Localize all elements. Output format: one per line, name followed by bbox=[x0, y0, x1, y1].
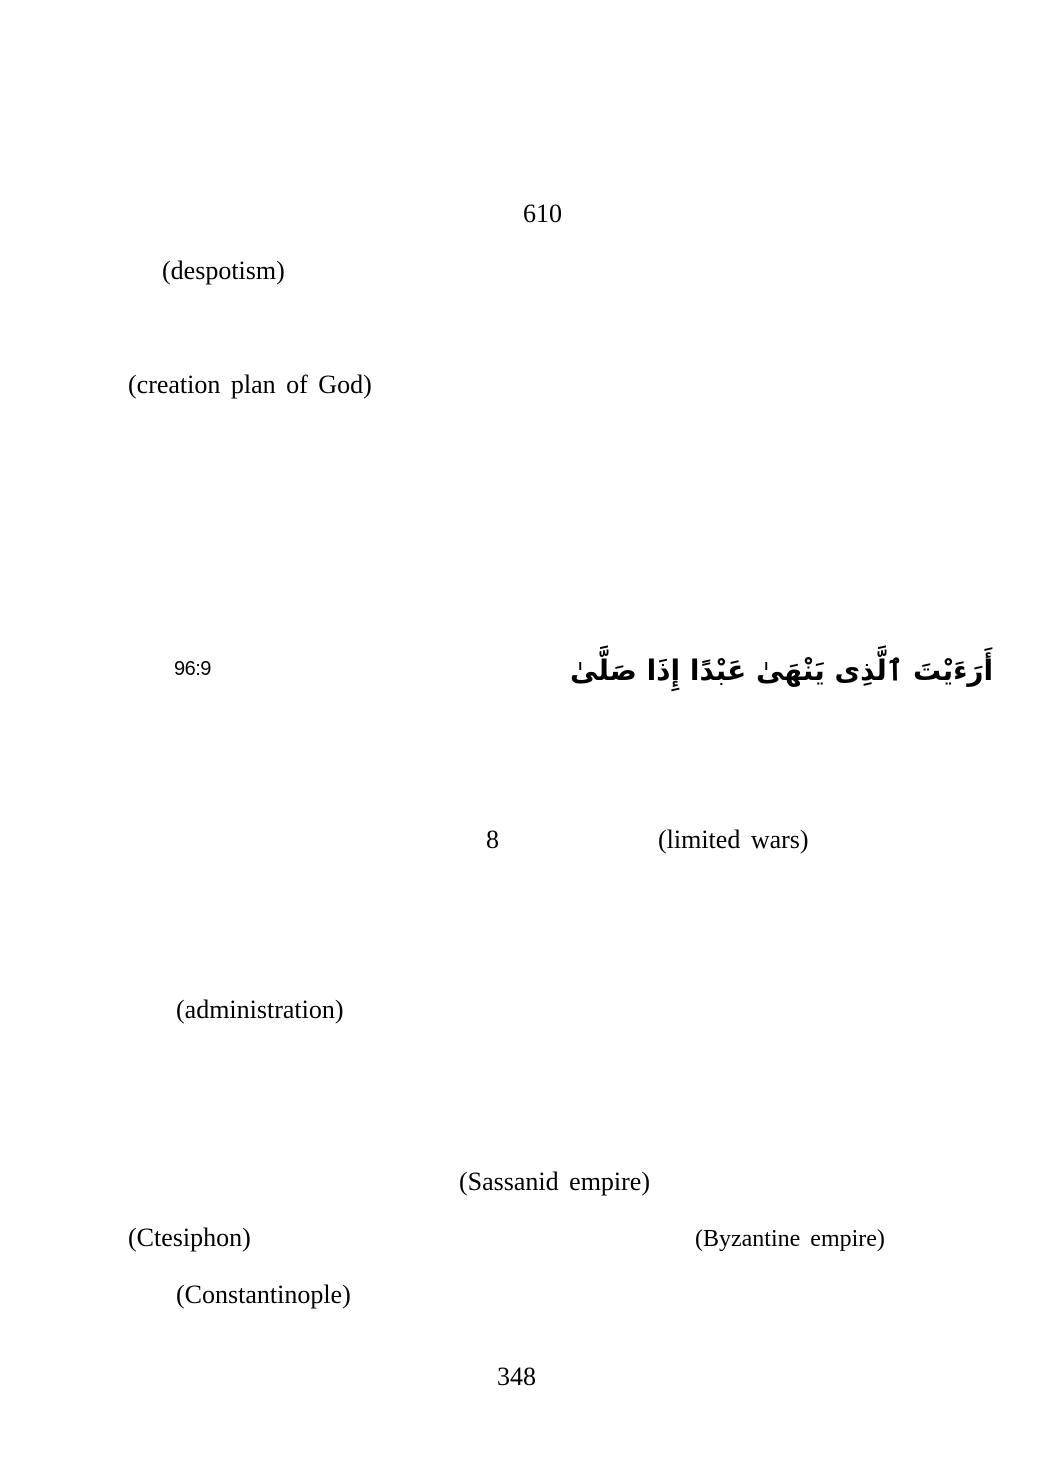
arabic-verse-text: أَرَءَيْتَ ٱلَّذِى يَنْهَىٰ عَبْدًا إِذَا صَلَّىٰ bbox=[570, 654, 994, 687]
quran-verse-line bbox=[170, 640, 994, 700]
term-creation-plan: (creation plan of God) bbox=[128, 370, 372, 399]
limited-wars-number: 8 bbox=[486, 825, 499, 854]
arabic-verse-calligraphy bbox=[240, 640, 994, 700]
term-constantinople: (Constantinople) bbox=[176, 1280, 351, 1309]
top-number: 610 bbox=[523, 199, 562, 228]
term-ctesiphon: (Ctesiphon) bbox=[128, 1223, 251, 1252]
term-administration: (administration) bbox=[176, 995, 344, 1024]
page-number: 348 bbox=[497, 1362, 536, 1391]
term-limited-wars: (limited wars) bbox=[658, 825, 809, 854]
term-despotism: (despotism) bbox=[162, 256, 285, 285]
term-byzantine-empire: (Byzantine empire) bbox=[695, 1226, 885, 1252]
term-sassanid-empire: (Sassanid empire) bbox=[459, 1167, 651, 1196]
verse-reference: 96:9 bbox=[174, 658, 211, 680]
